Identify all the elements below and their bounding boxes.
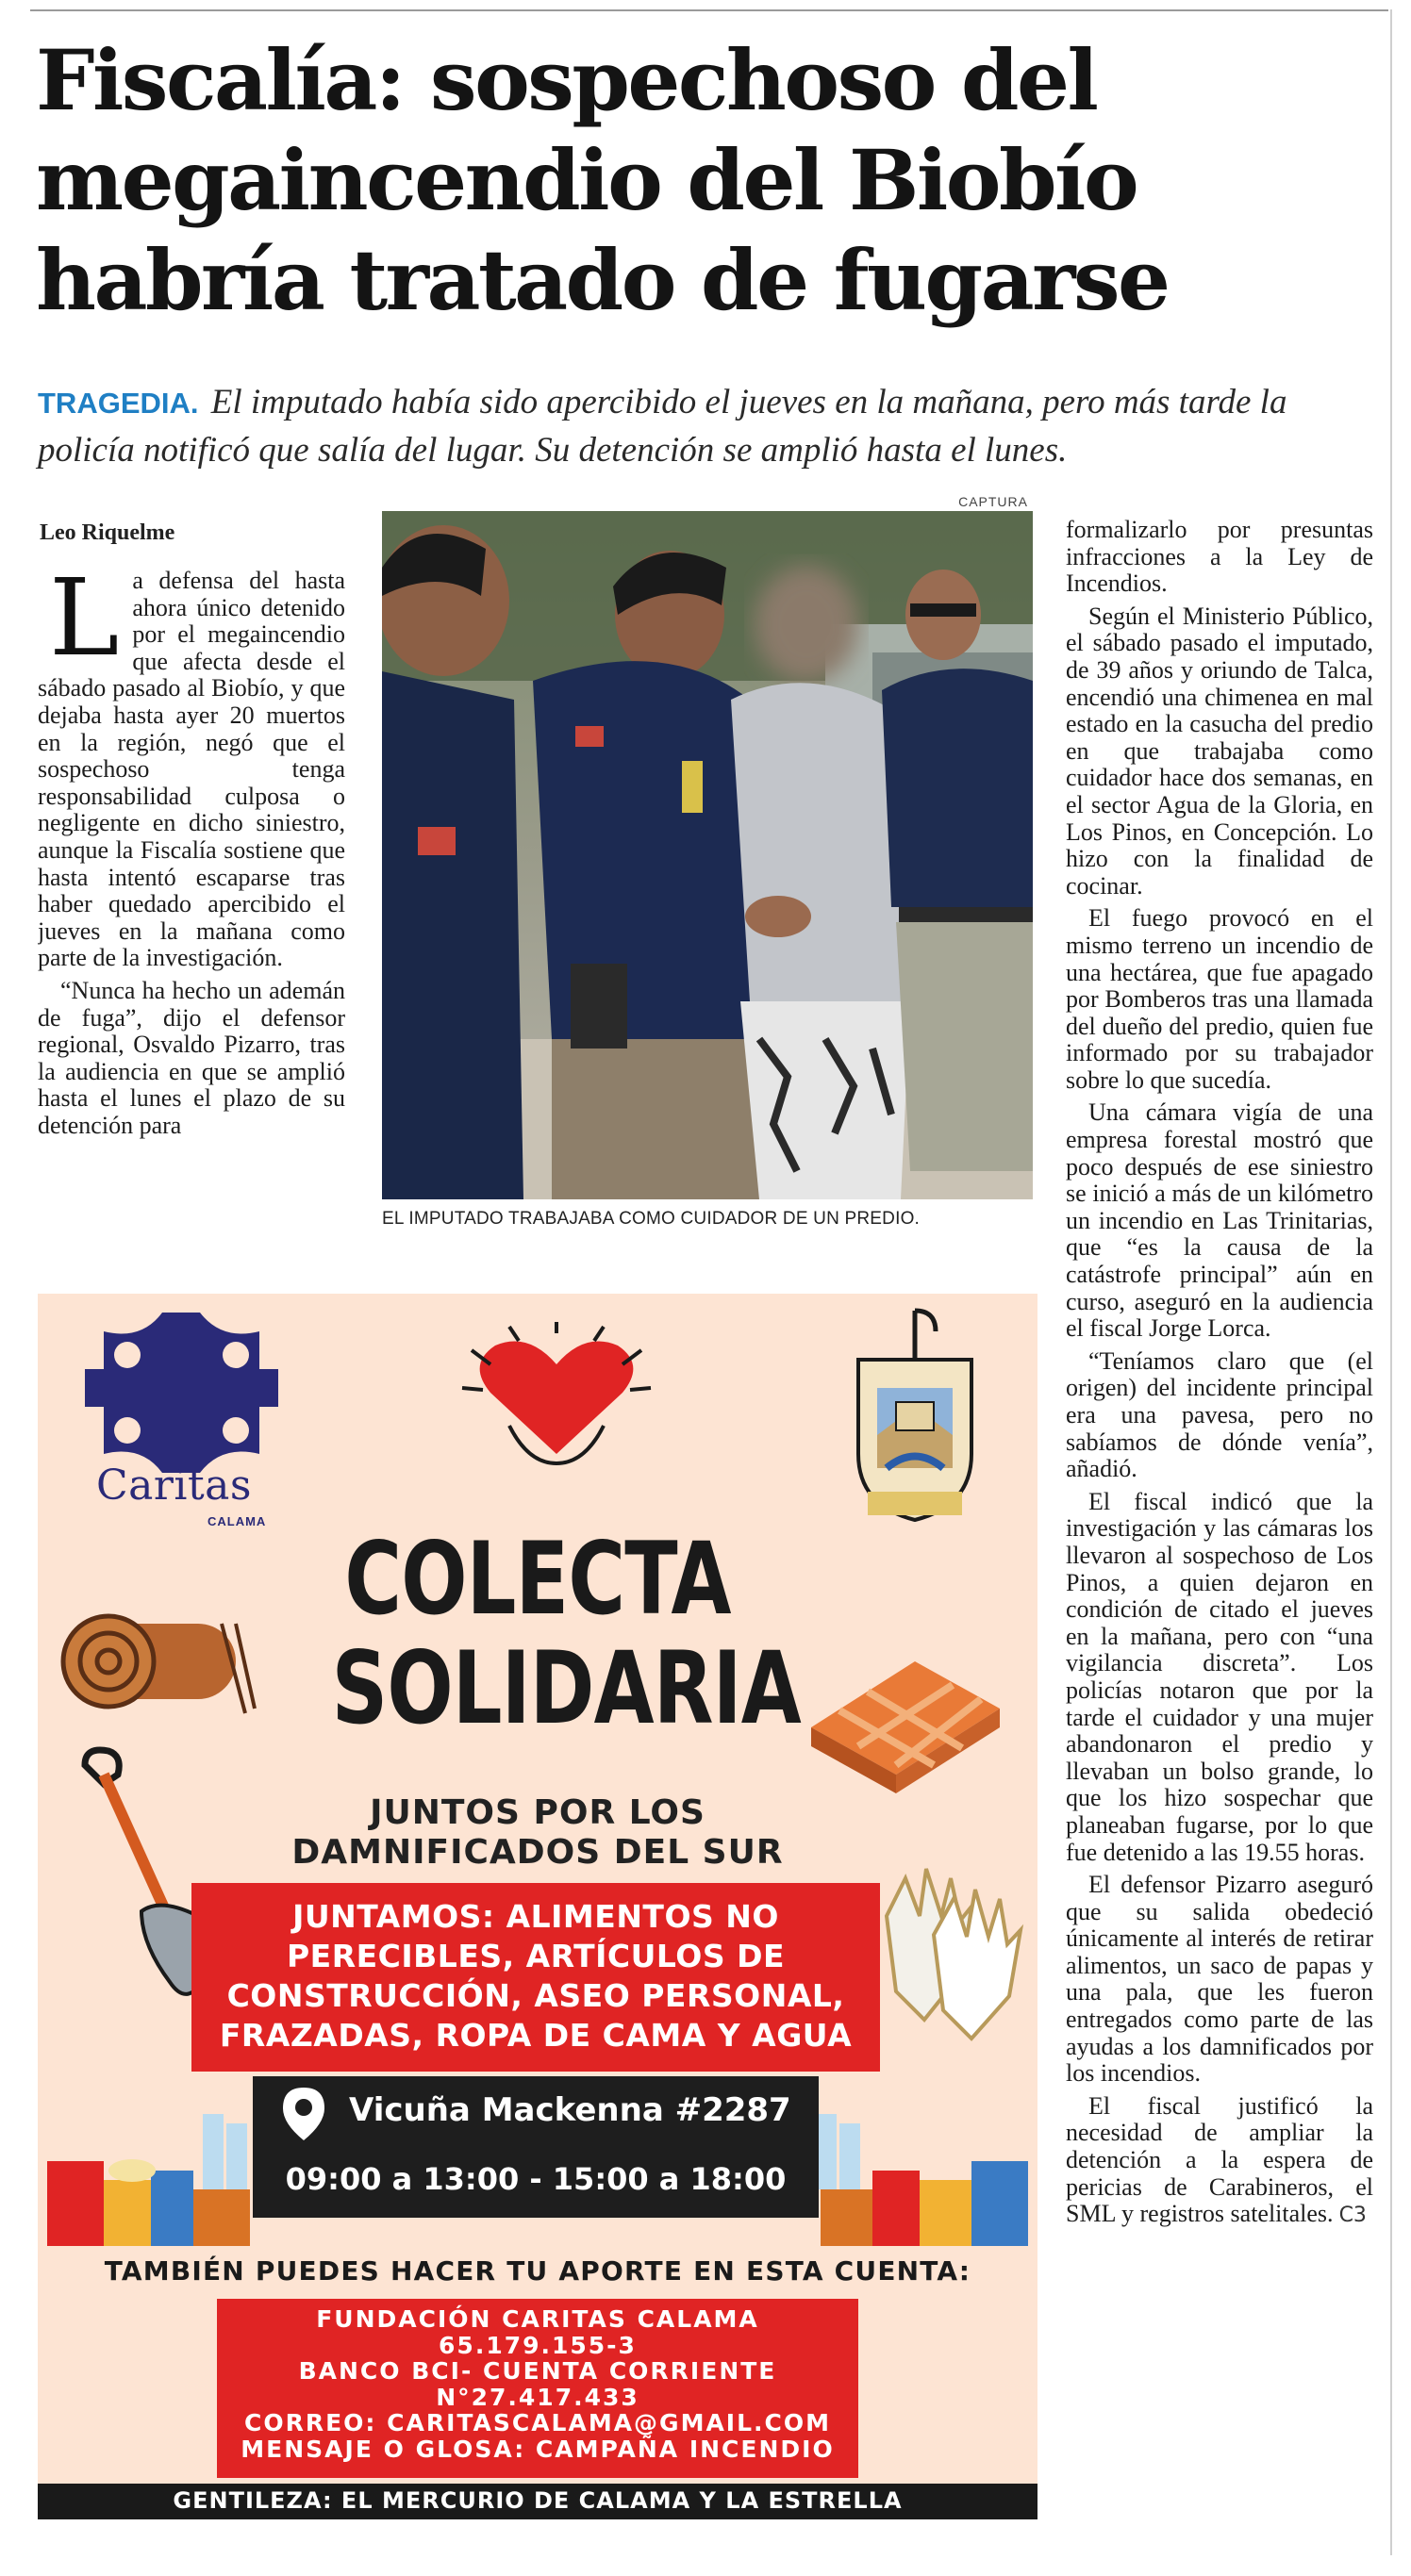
article-column-3 <box>1066 517 1373 2525</box>
end-mark: C3 <box>1338 2204 1367 2228</box>
collect-list: JUNTAMOS: ALIMENTOS NO PERECIBLES, ARTÍCULOS DE CONSTRUCCIÓN, ASEO PERSONAL, FRAZADAS, ROPA DE CAMA Y AGUA <box>219 1898 853 2054</box>
paragraph: El fiscal indicó que la investigación y las cámaras los llevaron al sospechoso de Los Pinos, a quien dejaron en condición de citado el jueves en la mañana, pero con “una vigilancia discreta”. Los policías notaron que por la tarde el cuidador y una mujer abandonaron el predio y llevaban un bolso grande, lo que los hizo sospechar que planeaban fugarse, por lo que fue detenido a las 19.55 horas. <box>1066 1487 1373 1866</box>
advertisement <box>38 1294 1038 2519</box>
paragraph: La defensa del hasta ahora único detenido por el megaincendio que afecta desde el sábado pasado al Biobío, y que dejaba hasta ayer 20 muertos en la región, negó que el sospechoso tenga responsabilidad culposa o negligente en dicho siniestro, aunque la Fiscalía sostiene que hasta intentó escaparse tras haber quedado apercibido el jueves en la mañana como parte de la investigación. <box>38 568 345 972</box>
photo-credit: CAPTURA <box>958 494 1028 509</box>
byline: Leo Riquelme <box>40 520 175 545</box>
headline: Fiscalía: sospechoso del megaincendio del Biobío habría tratado de fugarse <box>36 31 1169 329</box>
paragraph: “Teníamos claro que (el origen) del incidente principal era una pavesa, pero no sabíamos de dónde venía”, añadió. <box>1066 1346 1373 1483</box>
paragraph: Una cámara vigía de una empresa forestal mostró que poco después de ese siniestro se inició a más de un kilómetro un incendio en Las Trinitarias, que “es la causa de la catástrofe principal” aún en curso, aseguró en la audiencia el fiscal Jorge Lorca. <box>1066 1098 1373 1343</box>
paragraph: El fuego provocó en el mismo terreno un incendio de una hectárea, que fue apagado por Bomberos tras una llamada del dueño del predio, quien fue informado por su trabajador sobre lo que sucedía. <box>1066 904 1373 1094</box>
work-gloves-icon <box>868 1859 1028 2048</box>
kicker: TRAGEDIA. <box>38 387 199 420</box>
location-pin-icon <box>281 2086 326 2142</box>
blanket-roll-icon <box>57 1586 264 1737</box>
news-photo <box>382 511 1033 1199</box>
address: Vicuña Mackenna #2287 <box>349 2091 791 2129</box>
drop-cap: L <box>49 568 120 680</box>
paragraph: El fiscal justificó la necesidad de ampliar la detención a la espera de pericias de Carabineros, el SML y registros satelitales. C3 <box>1066 2091 1373 2228</box>
top-rule <box>30 9 1388 11</box>
opening-hours: 09:00 a 13:00 - 15:00 a 18:00 <box>285 2161 787 2197</box>
food-donations-icon <box>38 2105 264 2255</box>
ad-footer: GENTILEZA: EL MERCURIO DE CALAMA Y LA ESTRELLA <box>173 2487 903 2514</box>
brand-city: CALAMA <box>208 1514 267 1528</box>
lead-paragraph <box>38 379 1377 474</box>
account-heading: TAMBIÉN PUEDES HACER TU APORTE EN ESTA CUENTA: <box>104 2255 971 2287</box>
ad-title: COLECTA SOLIDARIA <box>331 1521 801 1746</box>
photo-caption: EL IMPUTADO TRABAJABA COMO CUIDADOR DE UN PREDIO. <box>382 1209 921 1229</box>
account-details: FUNDACIÓN CARITAS CALAMA 65.179.155-3 BANCO BCI- CUENTA CORRIENTE N°27.417.433 CORREO: CARITASCALAMA@GMAIL.COM MENSAJE O GLOSA: CAMPAÑA INCENDIO <box>241 2305 835 2463</box>
lead-text: El imputado había sido apercibido el jueves en la mañana, pero más tarde la policía notificó que salía del lugar. Su detención se amplió hasta el lunes. <box>38 383 1287 470</box>
heart-hands-icon <box>453 1322 660 1473</box>
food-donations-icon <box>811 2105 1038 2255</box>
ad-subtitle: JUNTOS POR LOS DAMNIFICADOS DEL SUR <box>291 1793 784 1872</box>
folded-blanket-icon <box>802 1643 1009 1803</box>
paragraph: “Nunca ha hecho un ademán de fuga”, dijo el defensor regional, Osvaldo Pizarro, tras la audiencia en que se amplió hasta el lunes el plazo de su detención para <box>38 976 345 1139</box>
photo-illustration <box>382 511 1033 1199</box>
paragraph: formalizarlo por presuntas infracciones a la Ley de Incendios. <box>1066 517 1373 598</box>
paragraph: Según el Ministerio Público, el sábado pasado el imputado, de 39 años y oriundo de Talca, encendió una chimenea en mal estado en la casucha del predio en que trabajaba como cuidador hace dos semanas, en el sector Agua de la Gloria, en Los Pinos, en Concepción. Lo hizo con la finalidad de cocinar. <box>1066 602 1373 900</box>
column-rule <box>1390 9 1392 2555</box>
brand-name: Caritas <box>96 1461 252 1510</box>
diocese-seal-icon <box>830 1303 1000 1539</box>
article-column-1 <box>38 568 345 1239</box>
paragraph: El defensor Pizarro aseguró que su salida obedeció únicamente al interés de retirar alimentos, un saco de papas y una pala, que les fueron entregados como parte de las ayudas a los damnificados por los incendios. <box>1066 1871 1373 2088</box>
